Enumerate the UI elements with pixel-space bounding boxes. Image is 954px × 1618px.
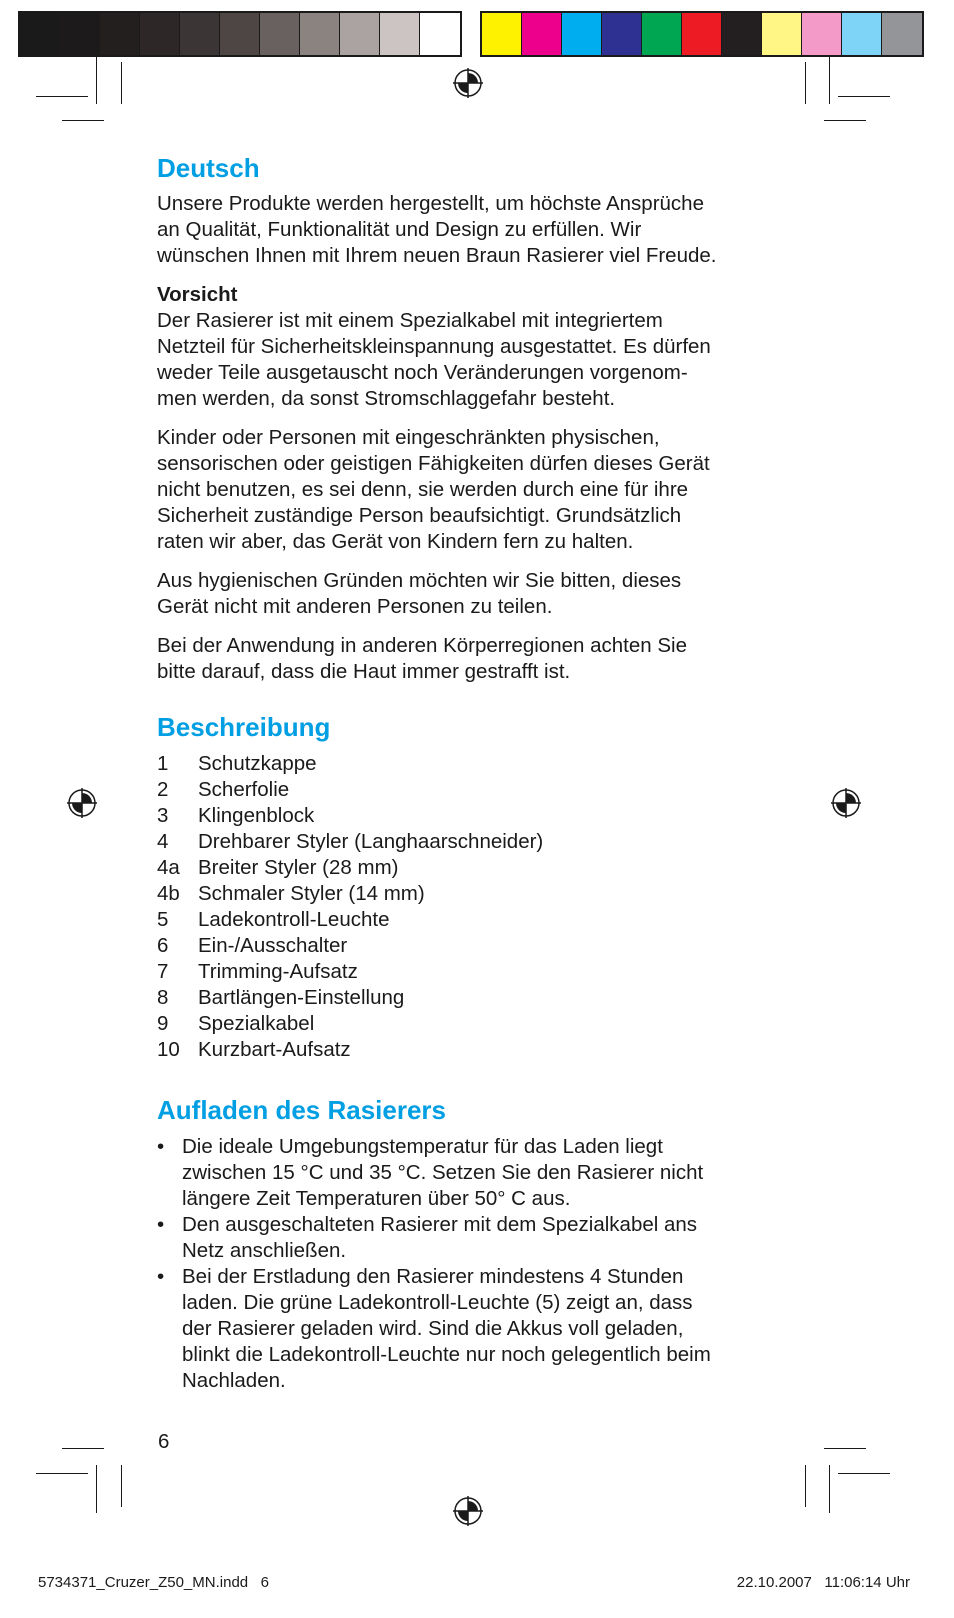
color-swatch bbox=[682, 13, 722, 55]
color-swatch bbox=[340, 13, 380, 55]
color-swatch bbox=[722, 13, 762, 55]
list-item bbox=[157, 751, 797, 777]
list-item bbox=[157, 1264, 797, 1394]
section-beschreibung bbox=[157, 711, 797, 1063]
registration-mark-icon bbox=[453, 68, 483, 98]
color-swatch bbox=[220, 13, 260, 55]
charging-instructions-list bbox=[157, 1134, 797, 1394]
part-label: Klingenblock bbox=[198, 804, 315, 827]
crop-mark bbox=[838, 1473, 890, 1474]
part-label: Ein-/Ausschalter bbox=[198, 934, 348, 957]
part-number: 6 bbox=[157, 934, 169, 957]
color-swatch bbox=[300, 13, 340, 55]
list-item bbox=[157, 933, 797, 959]
heading-beschreibung: Beschreibung bbox=[157, 712, 331, 742]
color-swatch bbox=[562, 13, 602, 55]
part-number: 4 bbox=[157, 830, 169, 853]
part-number: 9 bbox=[157, 1012, 169, 1035]
bullet-text: Die ideale Umgebungstemperatur für das Laden liegt zwischen 15 °C und 35 °C. Setzen Sie den Rasierer nicht längere Zeit Temperaturen über 50° C aus. bbox=[182, 1135, 704, 1210]
list-item bbox=[157, 907, 797, 933]
list-item bbox=[157, 985, 797, 1011]
part-number: 8 bbox=[157, 986, 169, 1009]
color-swatch bbox=[100, 13, 140, 55]
crop-mark bbox=[121, 62, 122, 104]
color-swatch bbox=[762, 13, 802, 55]
footer-timestamp: 22.10.2007 11:06:14 Uhr bbox=[736, 1574, 910, 1591]
page-number: 6 bbox=[158, 1430, 170, 1453]
intro-paragraph: Unsere Produkte werden hergestellt, um höchste Ansprüche an Qualität, Funktionalität und Design zu erfüllen. Wir wünschen Ihnen mit Ihrem neuen Braun Rasierer viel Freude. bbox=[157, 192, 717, 267]
bullet-point: • bbox=[157, 1213, 165, 1236]
children-paragraph: Kinder oder Personen mit eingeschränkten physischen, sensorischen oder geistigen Fähigkeiten dürfen dieses Gerät nicht benutzen, es sei denn, sie werden durch eine für ihre Sicherheit zuständige Person beaufsichtigt. Grundsätzlich raten wir aber, das Gerät von Kindern fern zu halten. bbox=[157, 426, 710, 553]
crop-mark bbox=[62, 1448, 104, 1449]
process-color-bar bbox=[480, 11, 924, 57]
color-swatch bbox=[802, 13, 842, 55]
hygiene-paragraph: Aus hygienischen Gründen möchten wir Sie bitten, dieses Gerät nicht mit anderen Personen zu teilen. bbox=[157, 569, 682, 618]
color-swatch bbox=[842, 13, 882, 55]
grayscale-color-bar bbox=[18, 11, 462, 57]
list-item bbox=[157, 777, 797, 803]
color-swatch bbox=[260, 13, 300, 55]
part-label: Scherfolie bbox=[198, 778, 290, 801]
parts-list bbox=[157, 751, 797, 1063]
part-label: Schmaler Styler (14 mm) bbox=[198, 882, 425, 905]
crop-mark bbox=[36, 96, 88, 97]
color-swatch bbox=[20, 13, 60, 55]
body-regions-paragraph: Bei der Anwendung in anderen Körperregionen achten Sie bitte darauf, dass die Haut immer gestrafft ist. bbox=[157, 634, 687, 683]
color-swatch bbox=[140, 13, 180, 55]
bullet-text: Bei der Erstladung den Rasierer mindestens 4 Stunden laden. Die grüne Ladekontroll-Leuchte (5) zeigt an, dass der Rasierer geladen wird. Sind die Akkus voll geladen, blinkt die Ladekontroll-Leuchte nur noch gelegentlich beim Nachladen. bbox=[182, 1265, 711, 1392]
part-number: 7 bbox=[157, 960, 169, 983]
crop-mark bbox=[829, 1465, 830, 1513]
bullet-point: • bbox=[157, 1135, 165, 1158]
part-number: 10 bbox=[157, 1038, 180, 1061]
part-number: 4a bbox=[157, 856, 180, 879]
part-label: Trimming-Aufsatz bbox=[198, 960, 358, 983]
list-item bbox=[157, 881, 797, 907]
heading-aufladen: Aufladen des Rasierers bbox=[157, 1095, 447, 1125]
bullet-point: • bbox=[157, 1265, 165, 1288]
part-number: 5 bbox=[157, 908, 169, 931]
list-item bbox=[157, 1212, 797, 1264]
part-label: Kurzbart-Aufsatz bbox=[198, 1038, 351, 1061]
crop-mark bbox=[36, 1473, 88, 1474]
part-number: 2 bbox=[157, 778, 169, 801]
part-label: Drehbarer Styler (Langhaarschneider) bbox=[198, 830, 544, 853]
color-swatch bbox=[420, 13, 460, 55]
color-swatch bbox=[602, 13, 642, 55]
part-number: 1 bbox=[157, 752, 169, 775]
section-aufladen bbox=[157, 1094, 797, 1394]
crop-mark bbox=[824, 120, 866, 121]
crop-mark bbox=[805, 62, 806, 104]
section-deutsch bbox=[157, 152, 797, 685]
list-item bbox=[157, 1134, 797, 1212]
color-swatch bbox=[642, 13, 682, 55]
crop-mark bbox=[838, 96, 890, 97]
part-number: 3 bbox=[157, 804, 169, 827]
part-label: Spezialkabel bbox=[198, 1012, 315, 1035]
footer-filename: 5734371_Cruzer_Z50_MN.indd 6 bbox=[38, 1574, 269, 1591]
color-swatch bbox=[482, 13, 522, 55]
list-item bbox=[157, 1037, 797, 1063]
color-swatch bbox=[882, 13, 922, 55]
part-label: Breiter Styler (28 mm) bbox=[198, 856, 399, 879]
crop-mark bbox=[96, 1465, 97, 1513]
part-label: Schutzkappe bbox=[198, 752, 317, 775]
list-item bbox=[157, 959, 797, 985]
list-item bbox=[157, 1011, 797, 1037]
crop-mark bbox=[805, 1465, 806, 1507]
crop-mark bbox=[121, 1465, 122, 1507]
crop-mark bbox=[62, 120, 104, 121]
registration-mark-icon bbox=[453, 1496, 483, 1526]
color-swatch bbox=[60, 13, 100, 55]
caution-title: Vorsicht bbox=[157, 283, 238, 306]
caution-paragraph: Der Rasierer ist mit einem Spezialkabel mit integriertem Netzteil für Sicherheitskleinspannung ausgestattet. Es dürfen weder Teile ausgetauscht noch Veränderungen vorgenom- men werden, da sonst Stromschlaggefahr besteht. bbox=[157, 309, 711, 410]
list-item bbox=[157, 829, 797, 855]
registration-mark-icon bbox=[831, 788, 861, 818]
crop-mark bbox=[96, 56, 97, 104]
heading-deutsch: Deutsch bbox=[157, 153, 260, 183]
crop-mark bbox=[829, 56, 830, 104]
part-label: Bartlängen-Einstellung bbox=[198, 986, 405, 1009]
part-number: 4b bbox=[157, 882, 180, 905]
color-swatch bbox=[380, 13, 420, 55]
bullet-text: Den ausgeschalteten Rasierer mit dem Spezialkabel ans Netz anschließen. bbox=[182, 1213, 698, 1262]
list-item bbox=[157, 803, 797, 829]
color-swatch bbox=[180, 13, 220, 55]
part-label: Ladekontroll-Leuchte bbox=[198, 908, 390, 931]
color-swatch bbox=[522, 13, 562, 55]
registration-mark-icon bbox=[67, 788, 97, 818]
crop-mark bbox=[824, 1448, 866, 1449]
list-item bbox=[157, 855, 797, 881]
